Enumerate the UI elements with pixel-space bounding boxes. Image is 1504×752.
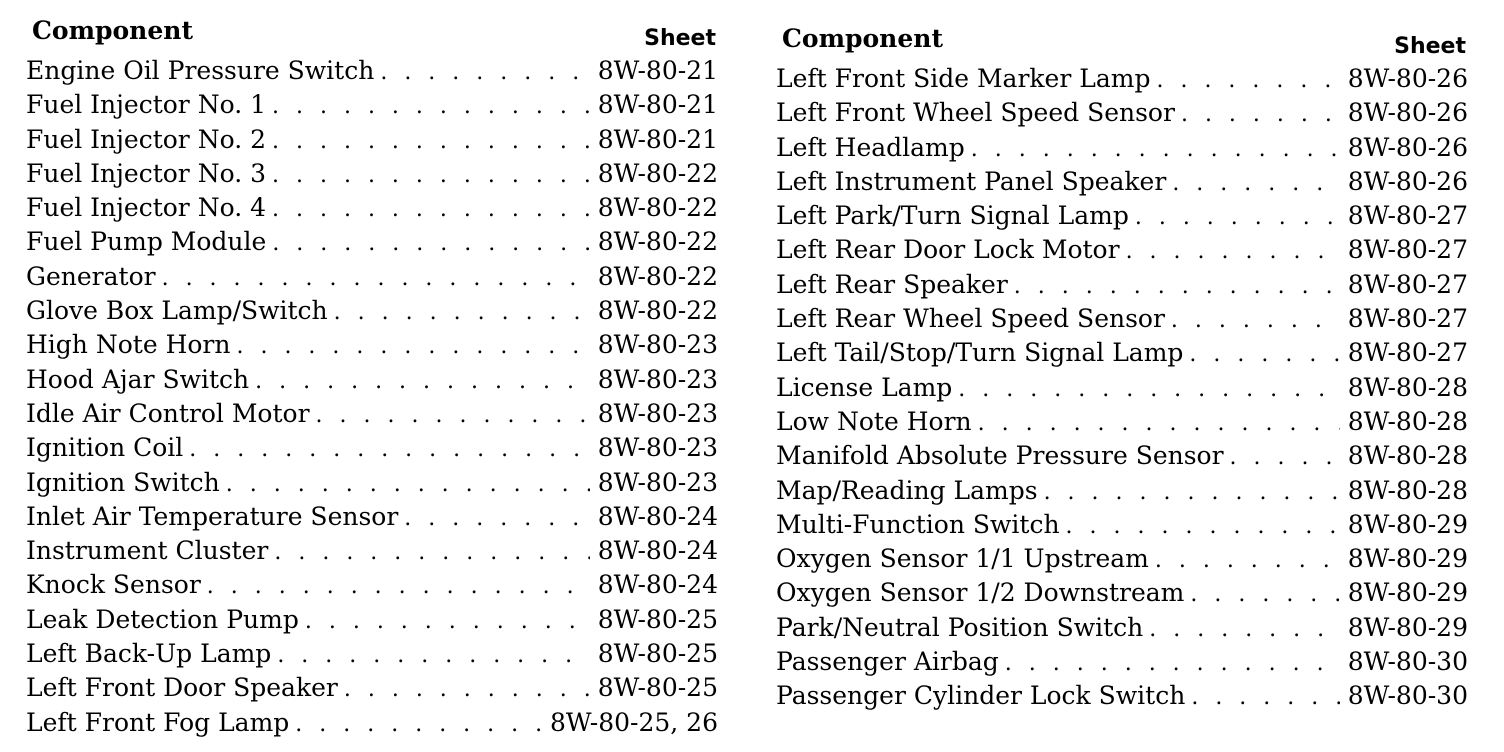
index-row <box>776 268 1468 302</box>
index-row <box>26 500 718 534</box>
component-name: Left Headlamp <box>776 132 965 162</box>
index-row <box>776 576 1468 610</box>
component-name: Glove Box Lamp/Switch <box>26 296 328 326</box>
dot-leader <box>1230 441 1340 475</box>
index-row <box>26 225 718 259</box>
component-name: Park/Neutral Position Switch <box>776 612 1144 642</box>
component-name: Leak Detection Pump <box>26 604 299 634</box>
sheet-number: 8W-80-22 <box>597 193 718 223</box>
right-column <box>776 22 1468 714</box>
sheet-number: 8W-80-23 <box>597 330 718 360</box>
dot-leader <box>978 407 1340 441</box>
index-row <box>26 431 718 465</box>
sheet-number: 8W-80-30 <box>1347 647 1468 677</box>
index-row <box>776 542 1468 576</box>
dot-leader <box>1171 304 1340 338</box>
component-name: Oxygen Sensor 1/1 Upstream <box>776 544 1149 574</box>
dot-leader <box>1005 647 1340 681</box>
component-name: Fuel Injector No. 2 <box>26 124 266 154</box>
sheet-number: 8W-80-25 <box>597 639 718 669</box>
component-name: Left Tail/Stop/Turn Signal Lamp <box>776 338 1184 368</box>
sheet-number: 8W-80-28 <box>1347 475 1468 505</box>
index-row <box>26 260 718 294</box>
sheet-number: 8W-80-29 <box>1347 509 1468 539</box>
sheet-number: 8W-80-27 <box>1347 201 1468 231</box>
dot-leader <box>404 502 589 536</box>
sheet-number: 8W-80-24 <box>597 536 718 566</box>
index-row <box>776 679 1468 713</box>
component-name: Left Instrument Panel Speaker <box>776 166 1167 196</box>
index-row <box>776 371 1468 405</box>
sheet-number: 8W-80-25 <box>597 673 718 703</box>
dot-leader <box>255 365 590 399</box>
dot-leader <box>272 193 590 227</box>
dot-leader <box>1044 476 1340 510</box>
dot-leader <box>272 90 590 124</box>
component-name: Left Rear Door Lock Motor <box>776 235 1120 265</box>
index-row <box>26 157 718 191</box>
index-row <box>26 397 718 431</box>
component-name: Left Front Door Speaker <box>26 673 338 703</box>
index-row <box>26 294 718 328</box>
dot-leader <box>295 708 542 742</box>
component-name: Oxygen Sensor 1/2 Downstream <box>776 578 1185 608</box>
index-row <box>26 603 718 637</box>
dot-leader <box>1189 338 1339 372</box>
component-name: Left Rear Wheel Speed Sensor <box>776 304 1165 334</box>
sheet-number: 8W-80-23 <box>597 364 718 394</box>
dot-leader <box>380 56 589 90</box>
component-name: Left Front Side Marker Lamp <box>776 64 1151 93</box>
component-name: Left Rear Speaker <box>776 269 1008 299</box>
component-name: Ignition Coil <box>26 433 184 463</box>
sheet-number: 8W-80-28 <box>1347 441 1468 471</box>
dot-leader <box>316 399 590 433</box>
sheet-number: 8W-80-26 <box>1347 64 1468 93</box>
index-row <box>776 508 1468 542</box>
index-row <box>776 62 1468 96</box>
component-name: Map/Reading Lamps <box>776 475 1038 505</box>
sheet-number: 8W-80-28 <box>1347 372 1468 402</box>
sheet-number: 8W-80-29 <box>1347 578 1468 608</box>
index-row <box>776 233 1468 267</box>
sheet-number: 8W-80-22 <box>597 227 718 257</box>
right-column-header <box>776 22 1468 62</box>
sheet-number: 8W-80-21 <box>597 56 718 85</box>
component-name: Multi-Function Switch <box>776 509 1060 539</box>
sheet-number: 8W-80-29 <box>1347 544 1468 574</box>
index-row <box>26 568 718 602</box>
sheet-number: 8W-80-26 <box>1347 132 1468 162</box>
dot-leader <box>1156 64 1339 98</box>
component-name: Knock Sensor <box>26 570 201 600</box>
index-row <box>776 96 1468 130</box>
component-name: License Lamp <box>776 372 953 402</box>
component-name: Left Front Fog Lamp <box>26 707 290 737</box>
component-name: Fuel Pump Module <box>26 227 267 257</box>
left-column <box>26 14 718 740</box>
index-row <box>26 123 718 157</box>
sheet-number: 8W-80-21 <box>597 90 718 120</box>
sheet-number: 8W-80-27 <box>1347 304 1468 334</box>
index-row <box>776 474 1468 508</box>
index-row <box>776 405 1468 439</box>
index-row <box>26 637 718 671</box>
sheet-number: 8W-80-21 <box>597 124 718 154</box>
index-row <box>776 336 1468 370</box>
component-heading: Component <box>32 16 193 45</box>
dot-leader <box>207 570 590 604</box>
dot-leader <box>272 125 590 159</box>
component-name: Left Park/Turn Signal Lamp <box>776 201 1129 231</box>
index-row <box>26 363 718 397</box>
left-column-header <box>26 14 718 54</box>
dot-leader <box>272 227 589 261</box>
index-row <box>26 88 718 122</box>
dot-leader <box>272 159 590 193</box>
dot-leader <box>1014 270 1340 304</box>
left-index-list <box>26 54 718 740</box>
dot-leader <box>236 330 589 364</box>
index-row <box>26 328 718 362</box>
index-row <box>26 466 718 500</box>
sheet-number: 8W-80-24 <box>597 570 718 600</box>
index-row <box>26 54 718 88</box>
component-name: Hood Ajar Switch <box>26 364 250 394</box>
sheet-number: 8W-80-27 <box>1347 269 1468 299</box>
sheet-number: 8W-80-27 <box>1347 235 1468 265</box>
dot-leader <box>334 296 590 330</box>
dot-leader <box>344 673 590 707</box>
dot-leader <box>1155 544 1340 578</box>
component-name: Left Back-Up Lamp <box>26 639 272 669</box>
dot-leader <box>1190 578 1339 612</box>
sheet-number: 8W-80-26 <box>1347 166 1468 196</box>
component-name: Idle Air Control Motor <box>26 398 310 428</box>
sheet-heading: Sheet <box>1394 34 1466 59</box>
dot-leader <box>189 433 589 467</box>
index-row <box>26 706 718 740</box>
sheet-heading: Sheet <box>644 26 716 51</box>
dot-leader <box>958 373 1339 407</box>
dot-leader <box>1149 613 1339 647</box>
index-row <box>26 671 718 705</box>
sheet-number: 8W-80-22 <box>597 158 718 188</box>
sheet-number: 8W-80-25, 26 <box>549 707 718 737</box>
dot-leader <box>1191 681 1339 715</box>
dot-leader <box>274 536 589 570</box>
index-row <box>26 534 718 568</box>
dot-leader <box>1181 98 1340 132</box>
component-name: Inlet Air Temperature Sensor <box>26 501 399 531</box>
index-row <box>776 439 1468 473</box>
sheet-number: 8W-80-30 <box>1347 681 1468 711</box>
index-row <box>776 611 1468 645</box>
sheet-number: 8W-80-25 <box>597 604 718 634</box>
sheet-number: 8W-80-29 <box>1347 612 1468 642</box>
dot-leader <box>971 133 1340 167</box>
sheet-number: 8W-80-23 <box>597 433 718 463</box>
dot-leader <box>277 639 589 673</box>
sheet-number: 8W-80-22 <box>597 296 718 326</box>
sheet-number: 8W-80-26 <box>1347 98 1468 128</box>
component-name: Fuel Injector No. 1 <box>26 90 266 120</box>
dot-leader <box>1172 167 1339 201</box>
component-name: High Note Horn <box>26 330 231 360</box>
sheet-number: 8W-80-24 <box>597 501 718 531</box>
component-name: Left Front Wheel Speed Sensor <box>776 98 1175 128</box>
index-row <box>776 131 1468 165</box>
component-name: Instrument Cluster <box>26 536 269 566</box>
component-name: Passenger Airbag <box>776 647 999 677</box>
index-row <box>776 302 1468 336</box>
sheet-number: 8W-80-27 <box>1347 338 1468 368</box>
index-row <box>776 199 1468 233</box>
dot-leader <box>226 468 590 502</box>
dot-leader <box>305 605 590 639</box>
component-name: Fuel Injector No. 4 <box>26 193 266 223</box>
component-name: Engine Oil Pressure Switch <box>26 56 375 85</box>
sheet-number: 8W-80-23 <box>597 467 718 497</box>
component-name: Ignition Switch <box>26 467 220 497</box>
index-row <box>26 191 718 225</box>
component-name: Low Note Horn <box>776 406 972 436</box>
component-name: Generator <box>26 261 156 291</box>
sheet-number: 8W-80-28 <box>1347 406 1468 436</box>
dot-leader <box>1066 510 1340 544</box>
right-index-list <box>776 62 1468 714</box>
dot-leader <box>1135 201 1340 235</box>
component-name: Fuel Injector No. 3 <box>26 158 266 188</box>
index-row <box>776 165 1468 199</box>
sheet-number: 8W-80-22 <box>597 261 718 291</box>
component-name: Manifold Absolute Pressure Sensor <box>776 441 1224 471</box>
dot-leader <box>162 262 590 296</box>
sheet-number: 8W-80-23 <box>597 398 718 428</box>
index-row <box>776 645 1468 679</box>
component-heading: Component <box>782 24 943 53</box>
component-name: Passenger Cylinder Lock Switch <box>776 681 1186 711</box>
dot-leader <box>1126 235 1340 269</box>
